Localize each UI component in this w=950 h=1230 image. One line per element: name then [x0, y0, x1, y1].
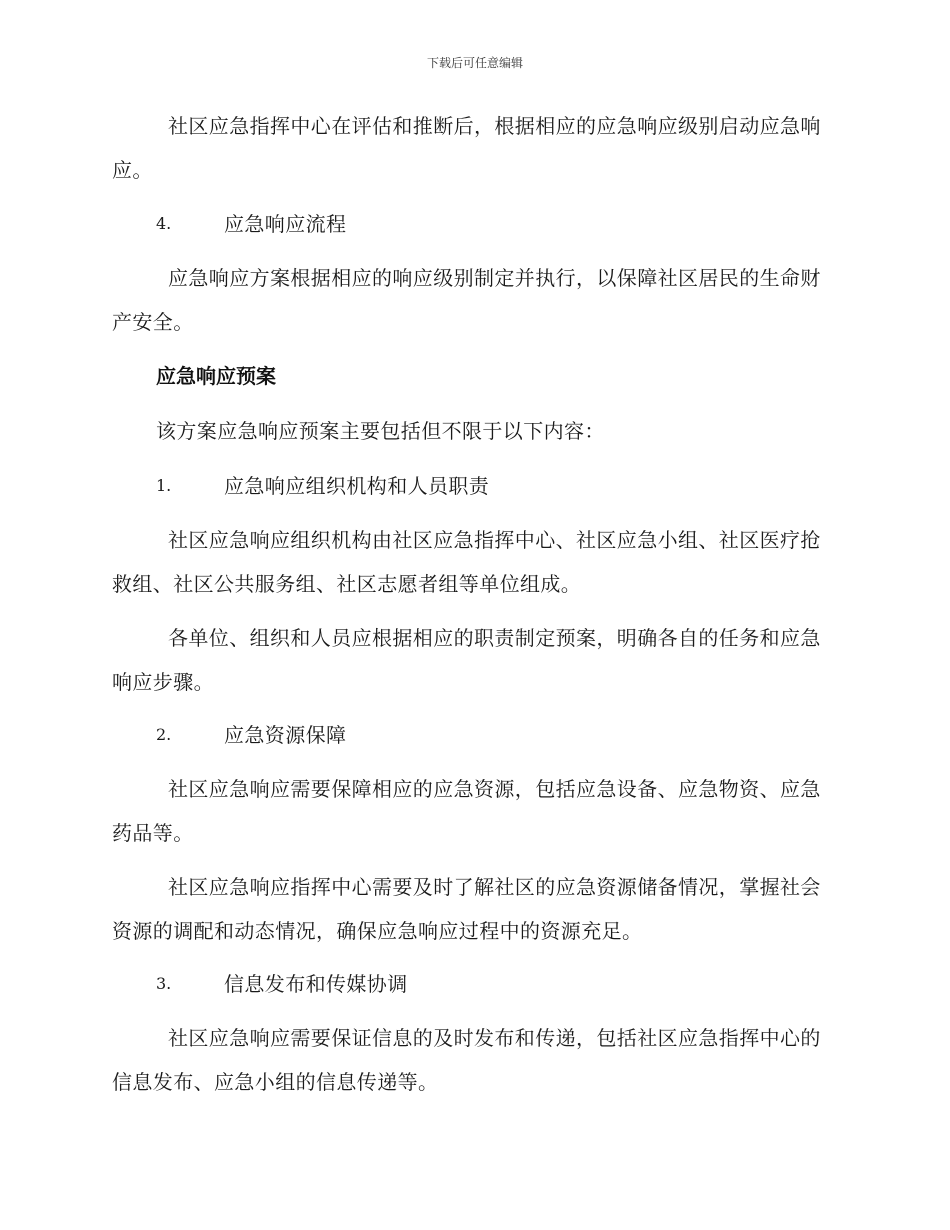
paragraph-organization: 社区应急响应组织机构由社区应急指挥中心、社区应急小组、社区医疗抢救组、社区公共服务组、社区志愿者组等单位组成。 [112, 528, 821, 596]
list-item-text: 信息发布和传媒协调 [224, 972, 408, 996]
list-item-4 [156, 202, 824, 246]
paragraph-process: 应急响应方案根据相应的响应级别制定并执行，以保障社区居民的生命财产安全。 [112, 266, 821, 334]
list-item-text: 应急资源保障 [224, 723, 347, 747]
page-header: 下载后可任意编辑 [426, 56, 523, 70]
section-heading: 应急响应预案 [156, 364, 276, 388]
paragraph-resources: 社区应急响应需要保障相应的应急资源，包括应急设备、应急物资、应急药品等。 [112, 777, 821, 845]
list-item-text: 应急响应组织机构和人员职责 [224, 474, 490, 498]
list-item-text: 应急响应流程 [224, 212, 347, 236]
paragraph-information: 社区应急响应需要保证信息的及时发布和传递，包括社区应急指挥中心的信息发布、应急小组的信息传递等。 [112, 1026, 821, 1094]
list-number: 1. [156, 476, 172, 495]
list-number: 3. [156, 974, 172, 993]
list-number: 4. [156, 214, 172, 233]
paragraph-resource-reserve: 社区应急响应指挥中心需要及时了解社区的应急资源储备情况，掌握社会资源的调配和动态情况，确保应急响应过程中的资源充足。 [112, 875, 821, 943]
paragraph-intro: 该方案应急响应预案主要包括但不限于以下内容： [156, 419, 605, 443]
list-item-2 [156, 713, 824, 757]
list-number: 2. [156, 725, 172, 744]
paragraph-activation: 社区应急指挥中心在评估和推断后，根据相应的应急响应级别启动应急响应。 [112, 114, 821, 182]
list-item-3 [156, 962, 824, 1006]
list-item-1 [156, 464, 824, 508]
paragraph-responsibilities: 各单位、组织和人员应根据相应的职责制定预案，明确各自的任务和应急响应步骤。 [112, 626, 821, 694]
